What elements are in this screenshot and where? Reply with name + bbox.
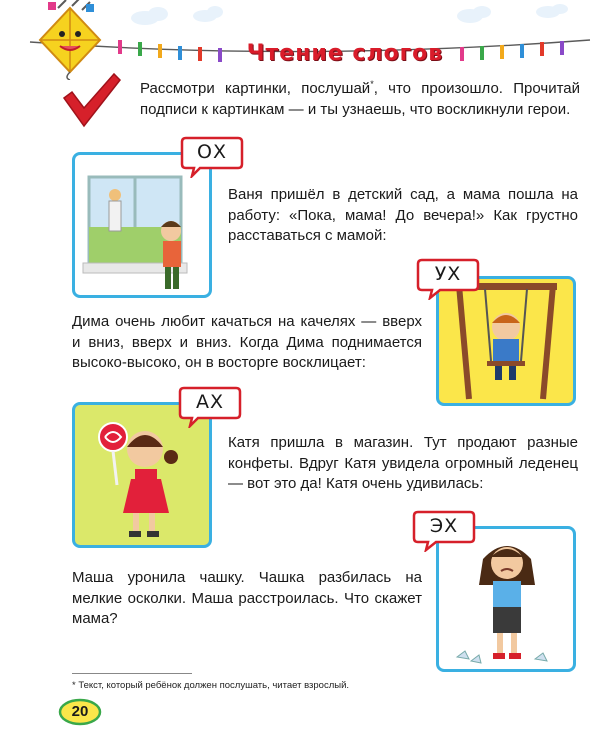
story-text-vanya: Ваня пришёл в детский сад, а мама пошла на работу: «Пока, мама! До вечера!» Как грустно расставаться с мамой: (228, 186, 578, 244)
page-number: 20 (71, 703, 89, 720)
story-text-masha: Маша уронила чашку. Чашка разбилась на мелкие осколки. Маша расстроилась. Что скажет мама? (72, 569, 422, 627)
exclamation-ah: АХ (195, 391, 224, 413)
checkmark-icon (60, 72, 122, 128)
page-title: Чтение слогов (246, 41, 444, 66)
instruction-text (140, 74, 580, 120)
exclamation-oh: ОХ (197, 141, 227, 163)
story-text-dima: Дима очень любит качаться на качелях — вверх и вниз, вверх и вниз. Когда Дима поднимается высоко-высоко, он в восторге восклицает: (72, 313, 422, 371)
footnote: * Текст, который ребёнок должен послушать, читает взрослый. (72, 680, 350, 691)
instruction-text-part1: Рассмотри картинки, послушай (140, 80, 371, 97)
footnote-divider (72, 673, 192, 674)
cloud-icon (131, 4, 568, 25)
instruction-text-part2: , что произошло. Прочитай подписи к картинкам — и ты узнаешь, что воскликнули герои. (140, 80, 581, 118)
exclamation-uh: УХ (434, 263, 462, 285)
kite-icon (40, 0, 100, 80)
exclamation-eh: ЭХ (429, 515, 459, 537)
story-text-katya: Катя пришла в магазин. Тут продают разные конфеты. Вдруг Катя увидела огромный леденец — вот это да! Катя очень удивилась: (228, 434, 578, 492)
footnote-mark: * (370, 79, 374, 89)
